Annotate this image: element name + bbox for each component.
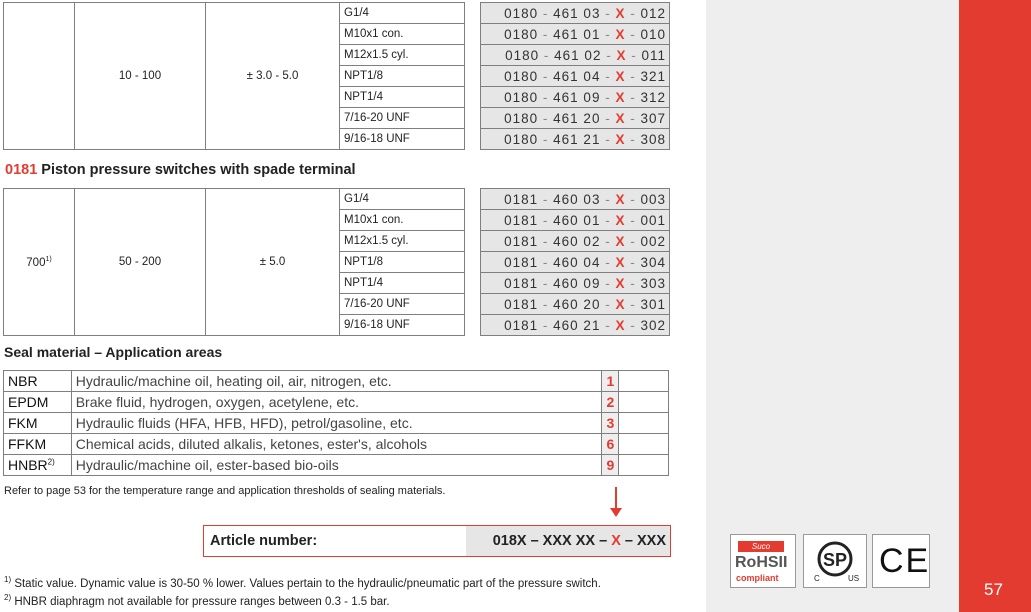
seal-blank: [619, 434, 669, 455]
pressure-range-cell: 10 - 100: [75, 3, 206, 150]
thread-cell: G1/4: [340, 189, 465, 210]
section-number: 0181: [5, 162, 38, 178]
seal-application: Brake fluid, hydrogen, oxygen, acetylene, etc.: [71, 392, 602, 413]
seal-key: 1: [602, 371, 619, 392]
grey-side-panel: [706, 0, 959, 612]
article-label: Article number:: [210, 533, 318, 549]
seal-blank: [619, 413, 669, 434]
article-cell: 0180 - 461 02 - X - 011: [481, 45, 670, 66]
seal-note: Refer to page 53 for the temperature range and application thresholds of sealing materials.: [4, 485, 446, 497]
seal-key: 3: [602, 413, 619, 434]
article-row: [481, 108, 670, 129]
max-pressure-cell: 700$^{1)}$: [4, 189, 75, 336]
max-pressure-cell: [4, 3, 75, 150]
thread-cell: 7/16-20 UNF: [340, 294, 465, 315]
seal-row: [4, 413, 669, 434]
article-cell: 0180 - 461 03 - X - 012: [481, 3, 670, 24]
article-cell: 0180 - 461 20 - X - 307: [481, 108, 670, 129]
seal-blank: [619, 455, 669, 476]
svg-text:SP: SP: [822, 550, 848, 570]
article-cell: 0181 - 460 01 - X - 001: [481, 210, 670, 231]
seal-heading: Seal material – Application areas: [4, 344, 223, 360]
article-table-0180: [480, 2, 670, 150]
article-row: [481, 3, 670, 24]
thread-cell: NPT1/8: [340, 66, 465, 87]
article-row: [481, 189, 670, 210]
spec-row: [4, 3, 465, 24]
spec-table-0180: [3, 2, 465, 150]
seal-code: EPDM: [4, 392, 72, 413]
seal-application: Chemical acids, diluted alkalis, ketones, ester's, alcohols: [71, 434, 602, 455]
thread-cell: G1/4: [340, 3, 465, 24]
seal-blank: [619, 371, 669, 392]
thread-cell: 9/16-18 UNF: [340, 129, 465, 150]
seal-row: [4, 455, 669, 476]
csa-right-label: US: [848, 574, 860, 583]
thread-cell: M12x1.5 cyl.: [340, 231, 465, 252]
article-row: [481, 24, 670, 45]
article-row: [481, 87, 670, 108]
article-row: [481, 315, 670, 336]
article-row: [481, 294, 670, 315]
seal-code: FFKM: [4, 434, 72, 455]
article-row: [481, 129, 670, 150]
article-cell: 0181 - 460 09 - X - 303: [481, 273, 670, 294]
thread-cell: M10x1 con.: [340, 210, 465, 231]
article-value: 018X – XXX XX – X – XXX: [466, 526, 670, 556]
seal-key: 6: [602, 434, 619, 455]
seal-application: Hydraulic/machine oil, heating oil, air, nitrogen, etc.: [71, 371, 602, 392]
seal-application: Hydraulic fluids (HFA, HFB, HFD), petrol/gasoline, etc.: [71, 413, 602, 434]
tolerance-cell: ± 5.0: [206, 189, 340, 336]
pressure-range-cell: 50 - 200: [75, 189, 206, 336]
footnote-2: $^{2)}$ HNBR diaphragm not available for pressure ranges between 0.3 - 1.5 bar.: [4, 593, 390, 608]
ce-logo: [872, 534, 930, 588]
thread-cell: M12x1.5 cyl.: [340, 45, 465, 66]
seal-table: [3, 370, 669, 476]
article-row: [481, 231, 670, 252]
seal-row: [4, 371, 669, 392]
article-row: [481, 45, 670, 66]
seal-row: [4, 392, 669, 413]
seal-key: 2: [602, 392, 619, 413]
article-row: [481, 252, 670, 273]
article-cell: 0181 - 460 20 - X - 301: [481, 294, 670, 315]
seal-code: HNBR$^{2)}$: [4, 455, 72, 476]
article-row: [481, 273, 670, 294]
arrow-down-icon: [610, 508, 622, 517]
thread-cell: 9/16-18 UNF: [340, 315, 465, 336]
seal-blank: [619, 392, 669, 413]
article-cell: 0181 - 460 02 - X - 002: [481, 231, 670, 252]
article-cell: 0181 - 460 21 - X - 302: [481, 315, 670, 336]
page-number: 57: [984, 580, 1003, 599]
article-cell: 0180 - 461 09 - X - 312: [481, 87, 670, 108]
csa-left-label: C: [814, 574, 820, 583]
footnote-1: $^{1)}$ Static value. Dynamic value is 30-50 % lower. Values pertain to the hydraulic/pneumatic part of the pressure switch.: [4, 575, 601, 590]
seal-code: NBR: [4, 371, 72, 392]
article-row: [481, 210, 670, 231]
tolerance-cell: ± 3.0 - 5.0: [206, 3, 340, 150]
article-row: [481, 66, 670, 87]
article-cell: 0180 - 461 04 - X - 321: [481, 66, 670, 87]
article-table-0181: [480, 188, 670, 336]
article-cell: 0180 - 461 01 - X - 010: [481, 24, 670, 45]
rohs-logo: Suco RoHSII compliant: [730, 534, 796, 588]
article-cell: 0181 - 460 04 - X - 304: [481, 252, 670, 273]
ce-mark: CE: [879, 542, 931, 580]
seal-key: 9: [602, 455, 619, 476]
seal-row: [4, 434, 669, 455]
thread-cell: 7/16-20 UNF: [340, 108, 465, 129]
red-side-band: [959, 0, 1031, 612]
csa-logo: [803, 534, 867, 588]
section-heading-0181: [5, 162, 356, 178]
thread-cell: NPT1/8: [340, 252, 465, 273]
spec-row: [4, 189, 465, 210]
spec-table-0181: [3, 188, 465, 336]
seal-code: FKM: [4, 413, 72, 434]
article-number-box: [203, 525, 671, 557]
article-cell: 0181 - 460 03 - X - 003: [481, 189, 670, 210]
thread-cell: NPT1/4: [340, 273, 465, 294]
seal-application: Hydraulic/machine oil, ester-based bio-oils: [71, 455, 602, 476]
section-title: Piston pressure switches with spade terminal: [41, 162, 356, 178]
thread-cell: NPT1/4: [340, 87, 465, 108]
article-cell: 0180 - 461 21 - X - 308: [481, 129, 670, 150]
thread-cell: M10x1 con.: [340, 24, 465, 45]
